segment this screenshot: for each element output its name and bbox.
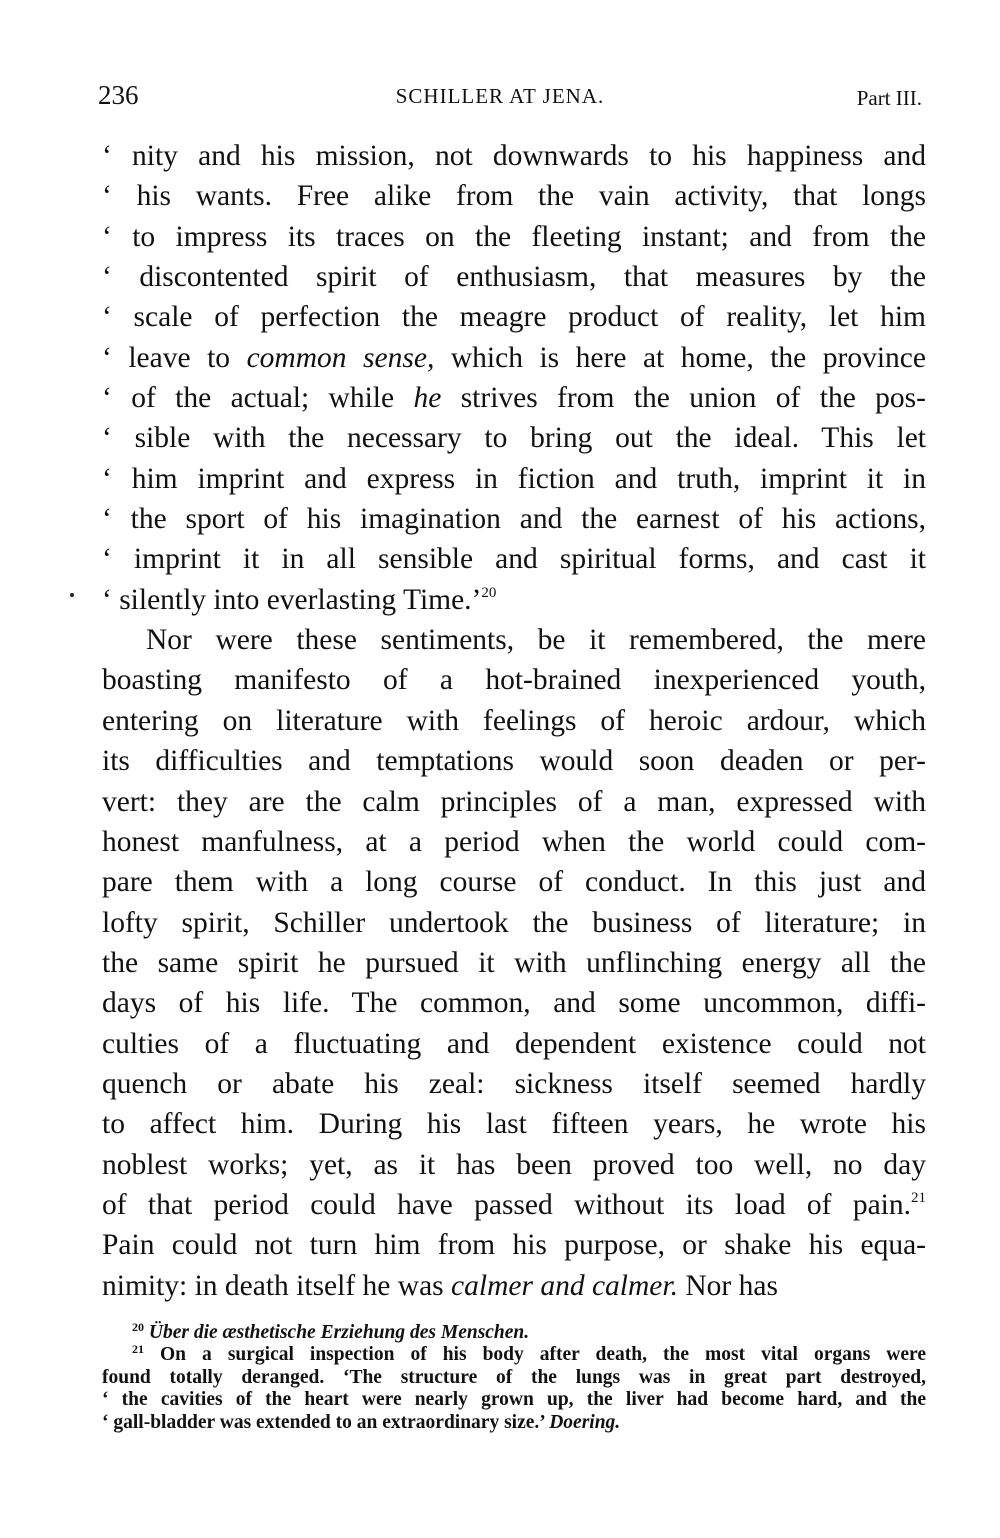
text-line — [102, 539, 926, 579]
text-segment: to affect him. During his last fifteen years, he wrote his — [102, 1108, 926, 1141]
body-text — [102, 136, 926, 1306]
running-title: SCHILLER AT JENA. — [395, 84, 605, 108]
text-segment: ‘ sible with the necessary to bring out the ideal. This let — [102, 422, 926, 455]
text-segment: ‘ his wants. Free alike from the vain activity, that longs — [102, 180, 926, 213]
italic-text: calmer and calmer. — [451, 1269, 678, 1302]
text-line — [102, 983, 926, 1023]
text-segment: entering on literature with feelings of heroic ardour, which — [102, 704, 926, 737]
italic-text: common sense, — [246, 341, 435, 374]
text-segment: ‘ the sport of his imagination and the earnest of his actions, — [102, 503, 926, 536]
part-label: Part III. — [856, 86, 922, 110]
footnote-ref: 21 — [132, 1342, 144, 1357]
text-segment: Nor were these sentiments, be it remembered, the mere — [146, 624, 926, 657]
text-line — [102, 176, 926, 216]
text-segment: ‘ the cavities of the heart were nearly grown up, the liver had become hard, and the — [102, 1389, 926, 1411]
text-line — [102, 136, 926, 176]
text-line — [102, 378, 926, 418]
text-line — [102, 1145, 926, 1185]
text-segment: culties of a fluctuating and dependent existence could not — [102, 1027, 926, 1060]
text-segment: pare them with a long course of conduct. In this just and — [102, 866, 926, 899]
text-line — [102, 741, 926, 781]
text-segment: ‘ him imprint and express in fiction and truth, imprint it in — [102, 462, 926, 495]
text-segment: the same spirit he pursued it with unflinching energy all the — [102, 946, 926, 979]
text-line — [102, 862, 926, 902]
footnote-line — [102, 1344, 926, 1366]
text-segment: found totally deranged. ‘The structure of the lungs was in great part destroyed, — [102, 1366, 926, 1388]
text-line — [102, 1064, 926, 1104]
text-segment: noblest works; yet, as it has been proved too well, no day — [102, 1148, 926, 1181]
text-line — [102, 903, 926, 943]
text-segment: Pain could not turn him from his purpose, or shake his equa- — [102, 1229, 926, 1262]
text-segment: ‘ nity and his mission, not downwards to his happiness and — [102, 140, 926, 172]
text-segment: ‘ imprint it in all sensible and spiritual forms, and cast it — [102, 543, 926, 576]
text-segment: ‘ gall-bladder was extended to an extraordinary size.’ — [102, 1411, 550, 1433]
text-line — [102, 499, 926, 539]
text-segment: ‘ to impress its traces on the fleeting instant; and from the — [102, 220, 926, 253]
text-segment: ‘ leave to — [102, 341, 247, 374]
text-segment: nimity: in death itself he was — [102, 1269, 452, 1302]
text-line — [102, 620, 926, 660]
text-line — [102, 459, 926, 499]
footnote-line — [102, 1412, 926, 1434]
text-segment: On a surgical inspection of his body after death, the most vital organs were — [144, 1344, 926, 1366]
text-line — [102, 580, 926, 620]
text-line — [102, 338, 926, 378]
footnote-ref: 20 — [132, 1320, 144, 1334]
footnote-ref: 21 — [911, 1189, 926, 1206]
text-line — [102, 1266, 926, 1306]
text-line — [102, 1024, 926, 1064]
text-segment: its difficulties and temptations would soon deaden or per- — [102, 745, 926, 778]
text-segment: strives from the union of the pos- — [441, 382, 926, 415]
text-line — [102, 660, 926, 700]
text-segment: ‘ scale of perfection the meagre product of reality, let him — [102, 301, 926, 334]
text-line — [102, 1225, 926, 1265]
text-line — [102, 701, 926, 741]
text-segment: ‘ of the actual; while — [102, 382, 414, 415]
text-segment: ‘ discontented spirit of enthusiasm, that measures by the — [102, 261, 926, 294]
footnote-line — [102, 1367, 926, 1389]
text-line — [102, 217, 926, 257]
text-segment: lofty spirit, Schiller undertook the business of literature; in — [102, 906, 926, 939]
text-line — [102, 943, 926, 983]
text-segment: days of his life. The common, and some uncommon, diffi- — [102, 987, 926, 1020]
footnotes — [102, 1322, 926, 1434]
text-line — [102, 1104, 926, 1144]
text-line — [102, 782, 926, 822]
text-line — [102, 297, 926, 337]
text-line — [102, 257, 926, 297]
text-segment: honest manfulness, at a period when the world could com- — [102, 825, 926, 858]
text-line — [102, 822, 926, 862]
italic-text: he — [413, 382, 442, 415]
text-segment: boasting manifesto of a hot-brained inexperienced youth, — [102, 664, 926, 697]
italic-text: Doering. — [549, 1411, 621, 1433]
italic-text: Über die æsthetische Erziehung des Menschen. — [148, 1322, 530, 1343]
text-segment: quench or abate his zeal: sickness itself seemed hardly — [102, 1067, 926, 1100]
footnote-line — [102, 1322, 926, 1344]
footnote-ref: 20 — [481, 584, 497, 601]
text-segment: vert: they are the calm principles of a man, expressed with — [102, 785, 926, 818]
text-segment: of that period could have passed without its load of pain. — [102, 1188, 911, 1221]
text-segment: Nor has — [677, 1269, 778, 1302]
text-segment: which is here at home, the province — [434, 341, 926, 374]
text-line — [102, 1185, 926, 1225]
text-line — [102, 418, 926, 458]
text-segment: ‘ silently into everlasting Time.’ — [102, 583, 482, 616]
page-number: 236 — [98, 80, 139, 110]
footnote-line — [102, 1389, 926, 1411]
margin-mark — [70, 593, 74, 597]
